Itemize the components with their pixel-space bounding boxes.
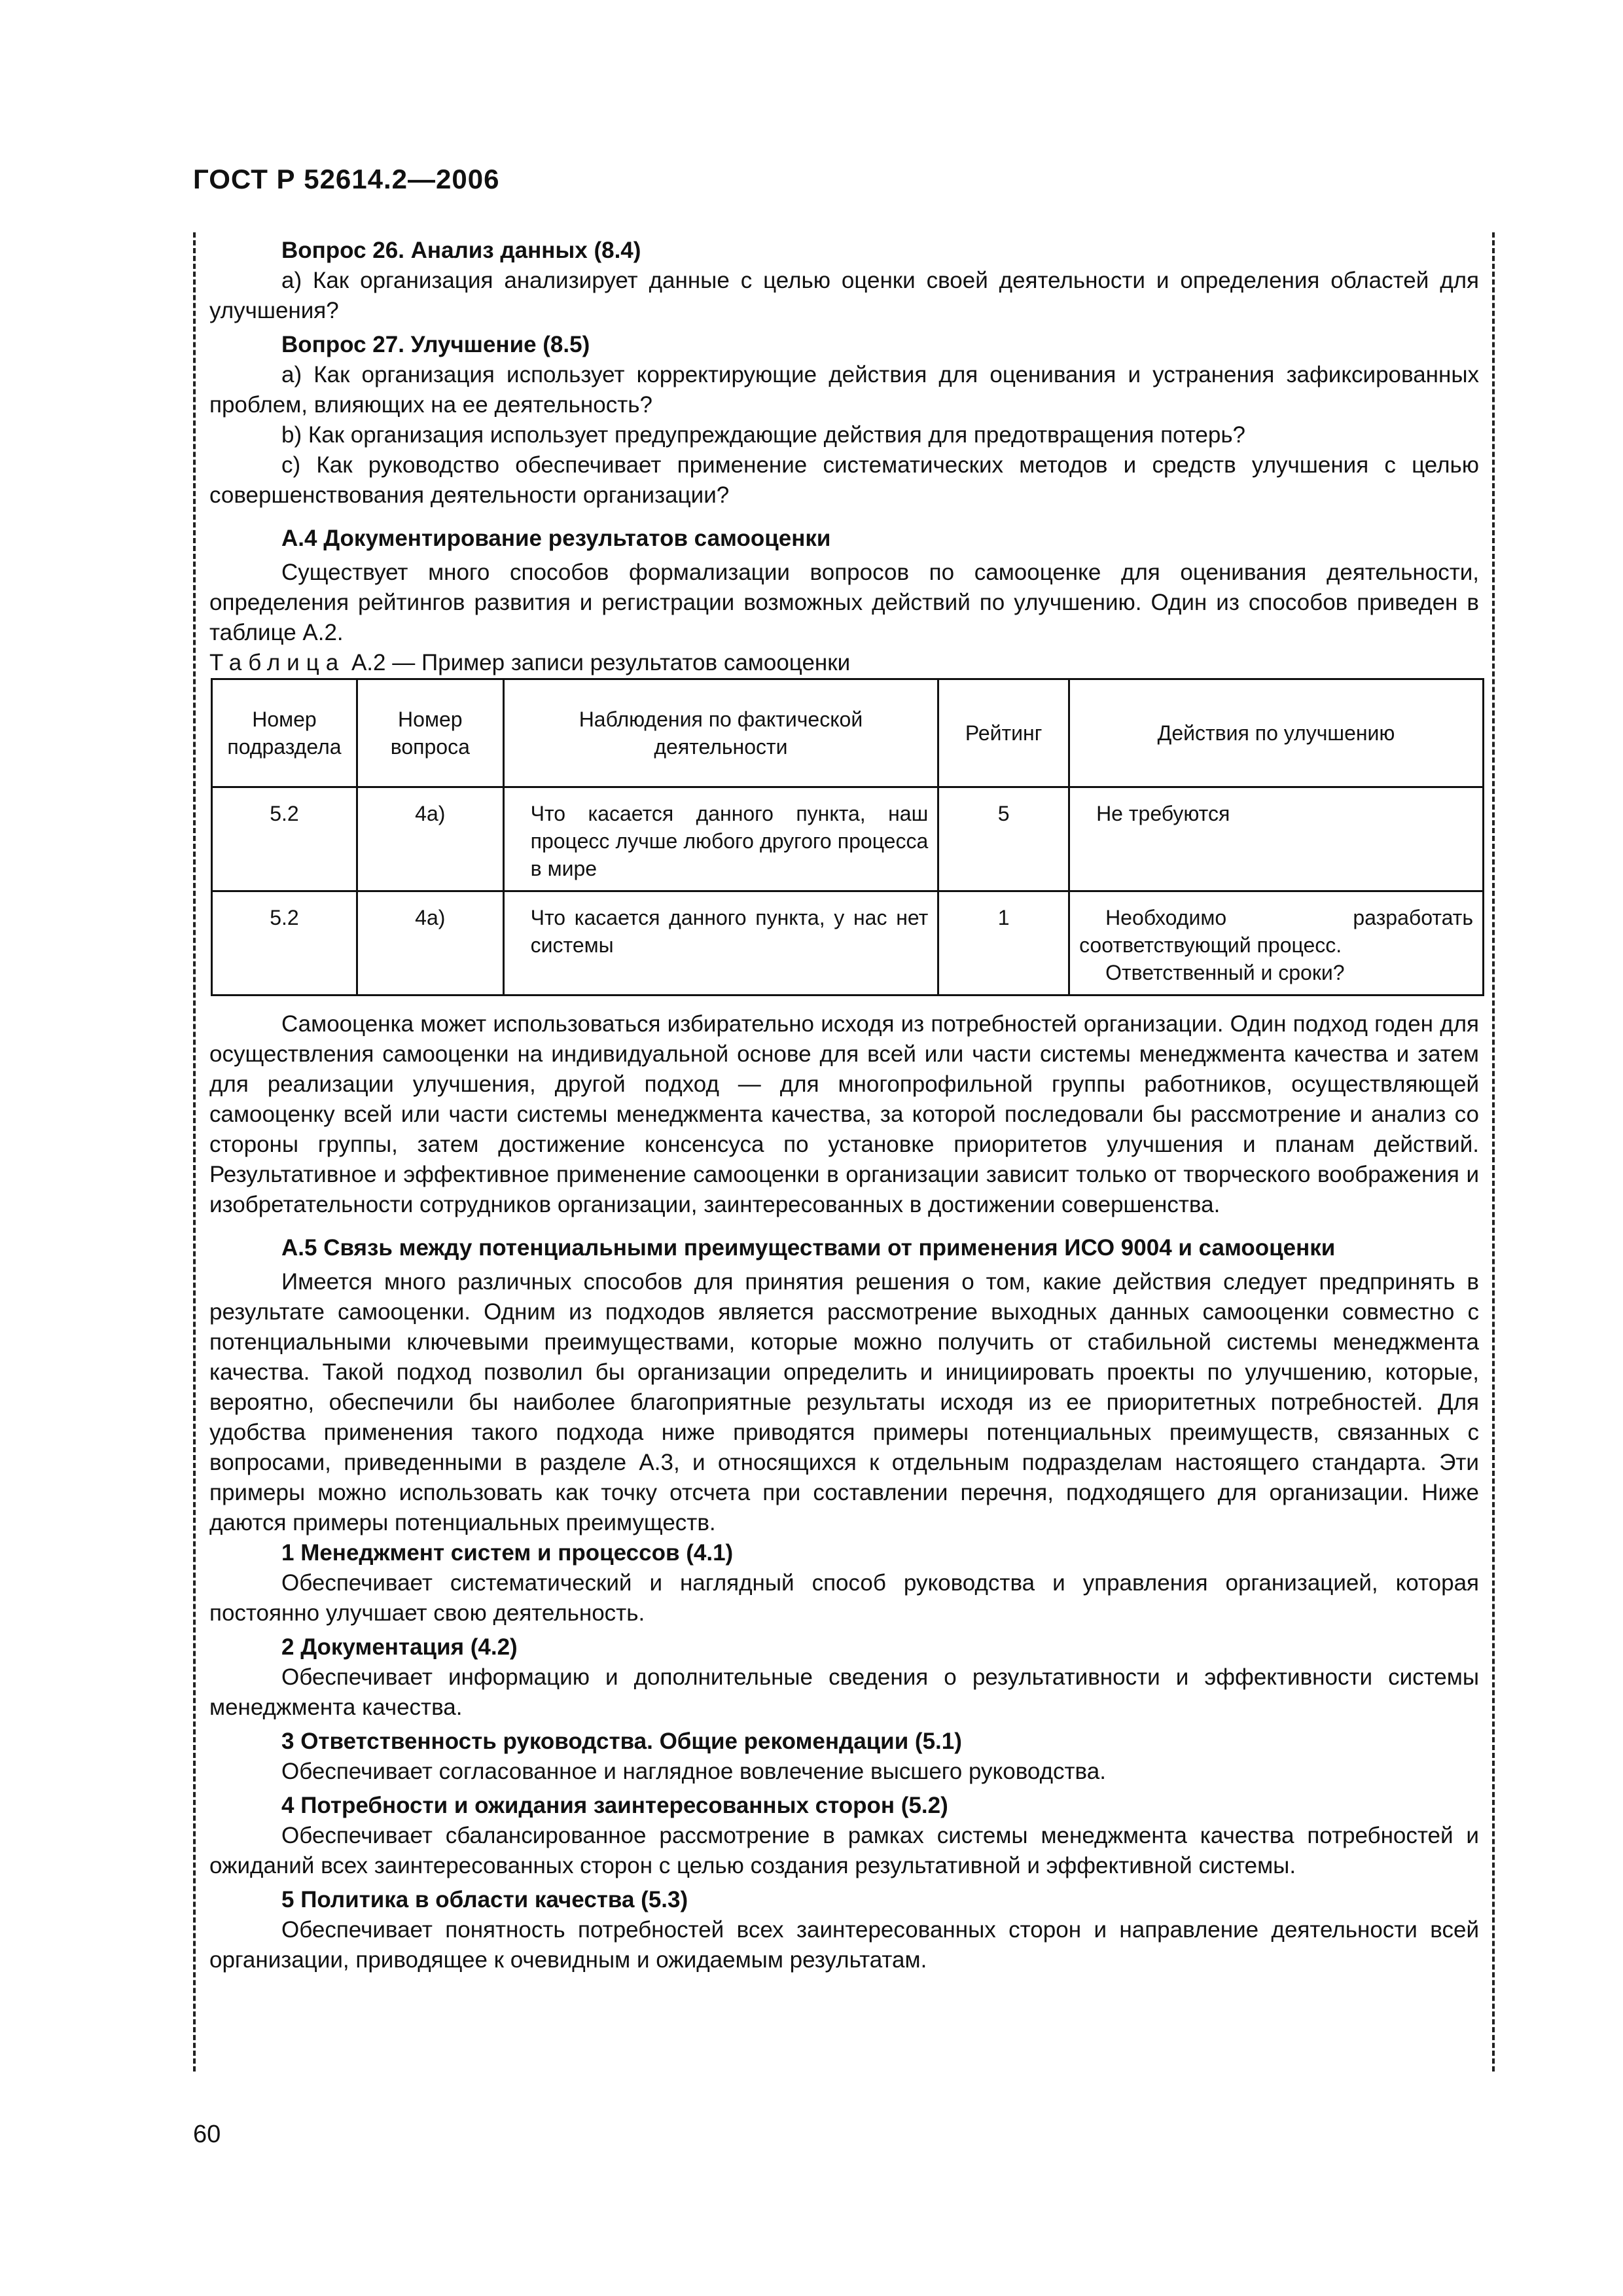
question-27-heading: Вопрос 27. Улучшение (8.5) — [281, 332, 590, 357]
question-26-heading: Вопрос 26. Анализ данных (8.4) — [281, 238, 641, 263]
item-3-heading: 3 Ответственность руководства. Общие рекомендации (5.1) — [281, 1729, 962, 1754]
item-5-heading: 5 Политика в области качества (5.3) — [281, 1887, 688, 1912]
question-27-item-a: a) Как организация использует корректирующие действия для оценивания и устранения зафиксированных проблем, влияющих на ее деятельность? — [209, 362, 1479, 418]
cell-action — [1069, 891, 1484, 996]
header-rating: Рейтинг — [938, 679, 1069, 787]
section-a5-heading: А.5 Связь между потенциальными преимуществами от применения ИСО 9004 и самооценки — [281, 1235, 1336, 1261]
cell-rating: 1 — [938, 891, 1069, 996]
self-assessment-paragraph: Самооценка может использоваться избирательно исходя из потребностей организации. Один подход годен для осуществления самооценки на индивидуальной основе для всей или части системы менеджмента качества и затем для реализации улучшения, другой подход — для многопрофильной группы работников, осуществляющей самооценку всей или части системы менеджмента качества, за которой последовали бы рассмотрение и анализ со стороны группы, затем достижение консенсуса по установке приоритетов улучшения и планам действий. Результативное и эффективное применение самооценки в организации зависит только от творческого воображения и изобретательности сотрудников организации, заинтересованных в достижении совершенства. — [209, 1011, 1479, 1217]
item-2-text: Обеспечивает информацию и дополнительные сведения о результативности и эффективности системы менеджмента качества. — [209, 1664, 1479, 1720]
cell-observation: Что касается данного пункта, наш процесс лучше любого другого процесса в мире — [503, 787, 938, 891]
table-row — [212, 787, 1484, 891]
document-header: ГОСТ Р 52614.2—2006 — [193, 164, 500, 194]
question-27-item-b: b) Как организация использует предупреждающие действия для предотвращения потерь? — [281, 422, 1246, 448]
header-observations: Наблюдения по фактической деятельности — [503, 679, 938, 787]
cell-action-line: Необходимо разработать соответствующий процесс. — [1079, 906, 1473, 957]
table-caption-label: Таблица — [209, 650, 346, 675]
cell-section: 5.2 — [212, 891, 357, 996]
cell-action-line: Не требуются — [1096, 802, 1230, 825]
table-row — [212, 891, 1484, 996]
cell-observation: Что касается данного пункта, у нас нет системы — [503, 891, 938, 996]
question-27-item-c: c) Как руководство обеспечивает применение систематических методов и средств улучшения с целью совершенствования деятельности организации? — [209, 452, 1479, 508]
item-4-text: Обеспечивает сбалансированное рассмотрение в рамках системы менеджмента качества потребностей и ожиданий всех заинтересованных сторон с целью создания результативной и эффективной системы. — [209, 1823, 1479, 1878]
cell-action-line: Ответственный и сроки? — [1105, 961, 1345, 984]
table-caption — [209, 648, 1479, 678]
section-a4-heading: А.4 Документирование результатов самооценки — [281, 526, 831, 551]
header-section-number: Номер подраздела — [212, 679, 357, 787]
cell-section: 5.2 — [212, 787, 357, 891]
header-question-number: Номер вопроса — [357, 679, 503, 787]
cell-question: 4a) — [357, 891, 503, 996]
header-actions: Действия по улучшению — [1069, 679, 1484, 787]
item-1-text: Обеспечивает систематический и наглядный способ руководства и управления организацией, которая постоянно улучшает свою деятельность. — [209, 1570, 1479, 1626]
item-1-heading: 1 Менеджмент систем и процессов (4.1) — [281, 1540, 734, 1566]
cell-action — [1069, 787, 1484, 891]
item-4-heading: 4 Потребности и ожидания заинтересованных сторон (5.2) — [281, 1793, 948, 1818]
right-margin-line — [1492, 232, 1495, 2072]
item-3-text: Обеспечивает согласованное и наглядное вовлечение высшего руководства. — [281, 1759, 1106, 1784]
page-content — [209, 236, 1479, 1975]
cell-rating: 5 — [938, 787, 1069, 891]
question-26-item-a: a) Как организация анализирует данные с целью оценки своей деятельности и определения областей для улучшения? — [209, 268, 1479, 323]
section-a4-paragraph: Существует много способов формализации вопросов по самооценке для оценивания деятельности, определения рейтингов развития и регистрации возможных действий по улучшению. Один из способов приведен в таблице А.2. — [209, 560, 1479, 645]
left-margin-line — [193, 232, 196, 2072]
item-2-heading: 2 Документация (4.2) — [281, 1634, 518, 1660]
table-header-row — [212, 679, 1484, 787]
section-a5-paragraph: Имеется много различных способов для принятия решения о том, какие действия следует предпринять в результате самооценки. Одним из подходов является рассмотрение выходных данных самооценки совместно с потенциальными ключевыми преимуществами, которые можно получить от стабильной системы менеджмента качества. Такой подход позволил бы организации определить и инициировать проекты по улучшению, которые, вероятно, обеспечили бы наиболее благоприятные результаты исходя из ее приоритетных потребностей. Для удобства применения такого подхода ниже приводятся примеры потенциальных преимуществ, связанных с вопросами, приведенными в разделе А.3, и относящихся к отдельным подразделам настоящего стандарта. Эти примеры можно использовать как точку отсчета при составлении перечня, подходящего для организации. Ниже даются примеры потенциальных преимуществ. — [209, 1269, 1479, 1535]
item-5-text: Обеспечивает понятность потребностей всех заинтересованных сторон и направление деятельности всей организации, приводящее к очевидным и ожидаемым результатам. — [209, 1917, 1479, 1973]
results-table — [211, 678, 1484, 996]
table-caption-text: А.2 — Пример записи результатов самооценки — [345, 650, 851, 675]
cell-question: 4a) — [357, 787, 503, 891]
page-number: 60 — [193, 2121, 221, 2148]
